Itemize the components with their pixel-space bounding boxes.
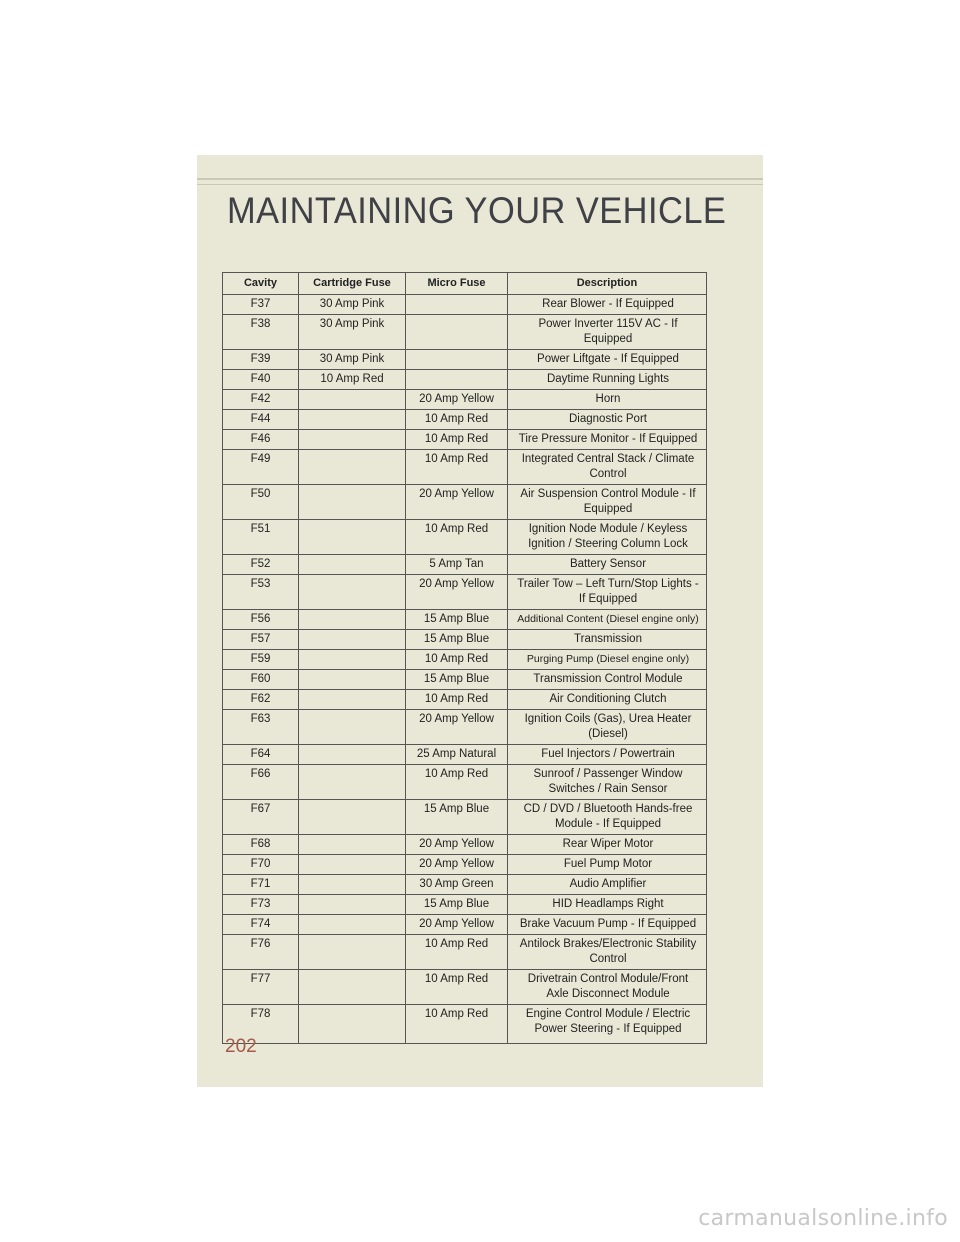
- cell-description: Purging Pump (Diesel engine only): [508, 650, 707, 670]
- cell-micro-fuse: 15 Amp Blue: [406, 800, 508, 835]
- cell-cartridge-fuse: [299, 915, 406, 935]
- table-row: [223, 450, 707, 485]
- cell-micro-fuse: 15 Amp Blue: [406, 670, 508, 690]
- cell-description: Tire Pressure Monitor - If Equipped: [508, 430, 707, 450]
- cell-cartridge-fuse: [299, 895, 406, 915]
- table-row: [223, 610, 707, 630]
- cell-micro-fuse: [406, 370, 508, 390]
- cell-description: Antilock Brakes/Electronic Stability Control: [508, 935, 707, 970]
- cell-micro-fuse: 15 Amp Blue: [406, 895, 508, 915]
- cell-micro-fuse: 25 Amp Natural: [406, 745, 508, 765]
- cell-micro-fuse: [406, 295, 508, 315]
- cell-cavity: F74: [223, 915, 299, 935]
- cell-micro-fuse: 10 Amp Red: [406, 410, 508, 430]
- table-header-row: [223, 273, 707, 295]
- cell-cartridge-fuse: [299, 430, 406, 450]
- cell-micro-fuse: 15 Amp Blue: [406, 630, 508, 650]
- cell-description: Ignition Coils (Gas), Urea Heater (Diesel): [508, 710, 707, 745]
- cell-description: CD / DVD / Bluetooth Hands-free Module - If Equipped: [508, 800, 707, 835]
- table-row: [223, 690, 707, 710]
- table-row: [223, 710, 707, 745]
- table-row: [223, 895, 707, 915]
- cell-cavity: F56: [223, 610, 299, 630]
- cell-cavity: F52: [223, 555, 299, 575]
- cell-description: Battery Sensor: [508, 555, 707, 575]
- cell-cartridge-fuse: [299, 710, 406, 745]
- cell-description: Additional Content (Diesel engine only): [508, 610, 707, 630]
- cell-description: Daytime Running Lights: [508, 370, 707, 390]
- cell-micro-fuse: 20 Amp Yellow: [406, 855, 508, 875]
- cell-cavity: F68: [223, 835, 299, 855]
- table-row: [223, 835, 707, 855]
- header-rule-top: [197, 178, 763, 180]
- cell-micro-fuse: 10 Amp Red: [406, 970, 508, 1005]
- cell-description: Fuel Injectors / Powertrain: [508, 745, 707, 765]
- cell-micro-fuse: 30 Amp Green: [406, 875, 508, 895]
- cell-description: Power Inverter 115V AC - If Equipped: [508, 315, 707, 350]
- cell-micro-fuse: 10 Amp Red: [406, 935, 508, 970]
- cell-cavity: F73: [223, 895, 299, 915]
- cell-cavity: F49: [223, 450, 299, 485]
- column-header-micro-fuse: Micro Fuse: [406, 273, 508, 295]
- table-row: [223, 800, 707, 835]
- column-header-description: Description: [508, 273, 707, 295]
- cell-cartridge-fuse: 30 Amp Pink: [299, 295, 406, 315]
- cell-description: Rear Blower - If Equipped: [508, 295, 707, 315]
- cell-cartridge-fuse: [299, 650, 406, 670]
- table-row: [223, 1005, 707, 1044]
- cell-cartridge-fuse: 10 Amp Red: [299, 370, 406, 390]
- cell-micro-fuse: 15 Amp Blue: [406, 610, 508, 630]
- table-row: [223, 295, 707, 315]
- cell-cartridge-fuse: [299, 610, 406, 630]
- cell-description: Transmission Control Module: [508, 670, 707, 690]
- cell-cartridge-fuse: [299, 690, 406, 710]
- cell-micro-fuse: [406, 350, 508, 370]
- cell-micro-fuse: 10 Amp Red: [406, 430, 508, 450]
- cell-cartridge-fuse: [299, 485, 406, 520]
- cell-description: Horn: [508, 390, 707, 410]
- table-row: [223, 915, 707, 935]
- cell-cavity: F46: [223, 430, 299, 450]
- table-row: [223, 650, 707, 670]
- cell-cavity: F62: [223, 690, 299, 710]
- cell-cartridge-fuse: [299, 935, 406, 970]
- cell-micro-fuse: 10 Amp Red: [406, 450, 508, 485]
- cell-cavity: F64: [223, 745, 299, 765]
- cell-cavity: F38: [223, 315, 299, 350]
- cell-cavity: F57: [223, 630, 299, 650]
- table-row: [223, 630, 707, 650]
- cell-micro-fuse: 20 Amp Yellow: [406, 835, 508, 855]
- page-number: 202: [225, 1036, 257, 1057]
- cell-cartridge-fuse: 30 Amp Pink: [299, 315, 406, 350]
- header-rule-bottom: [197, 184, 763, 185]
- cell-micro-fuse: 10 Amp Red: [406, 650, 508, 670]
- cell-cavity: F60: [223, 670, 299, 690]
- table-row: [223, 520, 707, 555]
- cell-cavity: F37: [223, 295, 299, 315]
- table-row: [223, 350, 707, 370]
- cell-cartridge-fuse: [299, 630, 406, 650]
- cell-cartridge-fuse: [299, 1005, 406, 1044]
- table-row: [223, 855, 707, 875]
- cell-cavity: F78: [223, 1005, 299, 1044]
- cell-cavity: F76: [223, 935, 299, 970]
- cell-cartridge-fuse: [299, 855, 406, 875]
- cell-cartridge-fuse: [299, 745, 406, 765]
- cell-cavity: F44: [223, 410, 299, 430]
- column-header-cartridge-fuse: Cartridge Fuse: [299, 273, 406, 295]
- cell-description: Ignition Node Module / Keyless Ignition / Steering Column Lock: [508, 520, 707, 555]
- cell-micro-fuse: 10 Amp Red: [406, 690, 508, 710]
- cell-cavity: F77: [223, 970, 299, 1005]
- table-row: [223, 970, 707, 1005]
- cell-cavity: F40: [223, 370, 299, 390]
- cell-cartridge-fuse: [299, 670, 406, 690]
- section-title: MAINTAINING YOUR VEHICLE: [227, 190, 727, 231]
- cell-micro-fuse: 10 Amp Red: [406, 765, 508, 800]
- cell-description: Fuel Pump Motor: [508, 855, 707, 875]
- table-row: [223, 875, 707, 895]
- table-row: [223, 745, 707, 765]
- table-row: [223, 765, 707, 800]
- cell-cavity: F51: [223, 520, 299, 555]
- cell-cavity: F53: [223, 575, 299, 610]
- watermark: carmanualsonline.info: [698, 1206, 948, 1231]
- table-row: [223, 935, 707, 970]
- cell-cavity: F50: [223, 485, 299, 520]
- table-row: [223, 555, 707, 575]
- table-row: [223, 430, 707, 450]
- cell-cavity: F39: [223, 350, 299, 370]
- fuse-table: [222, 272, 707, 1044]
- cell-cartridge-fuse: [299, 555, 406, 575]
- cell-description: Sunroof / Passenger Window Switches / Rain Sensor: [508, 765, 707, 800]
- cell-description: Brake Vacuum Pump - If Equipped: [508, 915, 707, 935]
- manual-page: [197, 155, 763, 1087]
- cell-description: Diagnostic Port: [508, 410, 707, 430]
- cell-micro-fuse: 20 Amp Yellow: [406, 710, 508, 745]
- cell-description: Integrated Central Stack / Climate Control: [508, 450, 707, 485]
- cell-cavity: F63: [223, 710, 299, 745]
- cell-cavity: F70: [223, 855, 299, 875]
- cell-micro-fuse: 20 Amp Yellow: [406, 390, 508, 410]
- cell-cartridge-fuse: [299, 450, 406, 485]
- cell-cartridge-fuse: 30 Amp Pink: [299, 350, 406, 370]
- cell-micro-fuse: 10 Amp Red: [406, 1005, 508, 1044]
- cell-cartridge-fuse: [299, 875, 406, 895]
- cell-micro-fuse: [406, 315, 508, 350]
- cell-description: Audio Amplifier: [508, 875, 707, 895]
- cell-cartridge-fuse: [299, 765, 406, 800]
- cell-micro-fuse: 20 Amp Yellow: [406, 485, 508, 520]
- cell-description: Trailer Tow – Left Turn/Stop Lights - If Equipped: [508, 575, 707, 610]
- cell-description: Power Liftgate - If Equipped: [508, 350, 707, 370]
- column-header-cavity: Cavity: [223, 273, 299, 295]
- cell-cartridge-fuse: [299, 800, 406, 835]
- table-row: [223, 370, 707, 390]
- cell-cartridge-fuse: [299, 835, 406, 855]
- table-row: [223, 485, 707, 520]
- cell-cartridge-fuse: [299, 970, 406, 1005]
- cell-description: Transmission: [508, 630, 707, 650]
- cell-description: Engine Control Module / Electric Power Steering - If Equipped: [508, 1005, 707, 1044]
- cell-cavity: F71: [223, 875, 299, 895]
- cell-description: Air Suspension Control Module - If Equipped: [508, 485, 707, 520]
- table-row: [223, 315, 707, 350]
- cell-description: Rear Wiper Motor: [508, 835, 707, 855]
- cell-cartridge-fuse: [299, 390, 406, 410]
- cell-micro-fuse: 20 Amp Yellow: [406, 915, 508, 935]
- cell-description: HID Headlamps Right: [508, 895, 707, 915]
- table-row: [223, 410, 707, 430]
- table-row: [223, 670, 707, 690]
- cell-micro-fuse: 10 Amp Red: [406, 520, 508, 555]
- cell-cavity: F67: [223, 800, 299, 835]
- cell-micro-fuse: 5 Amp Tan: [406, 555, 508, 575]
- cell-description: Air Conditioning Clutch: [508, 690, 707, 710]
- table-row: [223, 390, 707, 410]
- cell-cavity: F66: [223, 765, 299, 800]
- cell-description: Drivetrain Control Module/Front Axle Disconnect Module: [508, 970, 707, 1005]
- cell-micro-fuse: 20 Amp Yellow: [406, 575, 508, 610]
- cell-cartridge-fuse: [299, 410, 406, 430]
- cell-cavity: F59: [223, 650, 299, 670]
- cell-cartridge-fuse: [299, 520, 406, 555]
- cell-cartridge-fuse: [299, 575, 406, 610]
- cell-cavity: F42: [223, 390, 299, 410]
- table-row: [223, 575, 707, 610]
